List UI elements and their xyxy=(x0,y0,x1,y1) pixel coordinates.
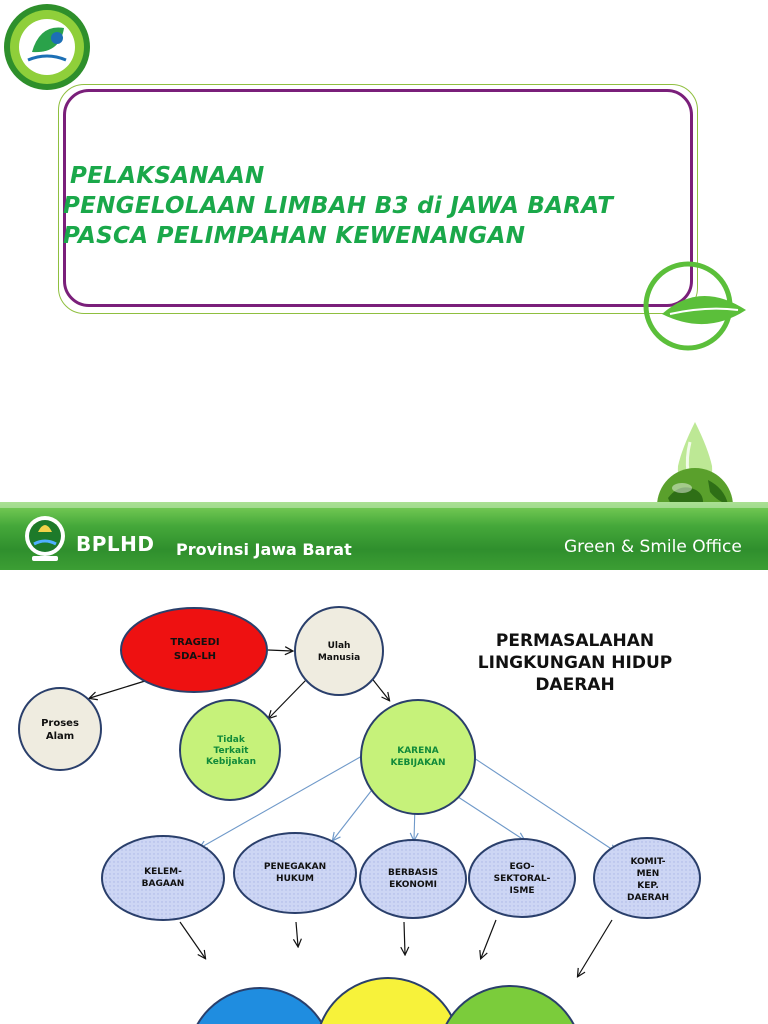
svg-text:BAGAAN: BAGAAN xyxy=(141,879,185,889)
arrow-berbasis-down xyxy=(404,922,405,954)
arrow-komitmen-down xyxy=(578,920,612,976)
svg-text:Manusia: Manusia xyxy=(317,653,361,663)
node-tidak-terkait xyxy=(180,700,280,800)
leaf-circle-icon xyxy=(640,258,750,358)
title-frame xyxy=(63,89,693,307)
svg-text:KELEM-: KELEM- xyxy=(144,867,182,877)
banner-province: Provinsi Jawa Barat xyxy=(176,540,352,559)
svg-text:KEBIJAKAN: KEBIJAKAN xyxy=(390,758,446,768)
bottom-circle-green xyxy=(438,986,582,1024)
arrow-kelembagaan-down xyxy=(180,922,205,958)
arrow-ulah-tidak xyxy=(269,679,307,718)
heading-line-2: LINGKUNGAN HIDUP xyxy=(477,653,673,673)
arrow-karena-ego xyxy=(452,793,524,840)
diagram-heading xyxy=(455,630,695,696)
svg-text:ISME: ISME xyxy=(509,886,535,896)
svg-text:KEP.: KEP. xyxy=(637,881,659,891)
svg-text:Proses: Proses xyxy=(41,718,79,729)
bottom-circle-blue xyxy=(188,988,332,1024)
svg-text:SDA-LH: SDA-LH xyxy=(173,651,217,662)
banner-slogan: Green & Smile Office xyxy=(564,537,742,557)
svg-text:TRAGEDI: TRAGEDI xyxy=(170,637,220,648)
node-proses-alam xyxy=(19,688,101,770)
node-kelembagaan xyxy=(102,836,224,920)
svg-text:Alam: Alam xyxy=(45,731,75,742)
title-line-1: PELAKSANAAN xyxy=(70,163,265,189)
svg-text:Terkait: Terkait xyxy=(213,746,249,756)
node-ego-sektoralisme xyxy=(469,839,575,917)
banner-highlight xyxy=(0,502,768,508)
bottom-circle-yellow xyxy=(316,978,460,1024)
svg-text:KARENA: KARENA xyxy=(397,746,439,756)
arrow-tragedi-proses xyxy=(90,681,145,698)
svg-text:EGO-: EGO- xyxy=(509,862,535,872)
arrow-karena-penegakan xyxy=(333,786,375,840)
node-karena-kebijakan xyxy=(361,700,475,814)
arrow-karena-komitmen xyxy=(474,758,616,852)
title-line-2: PENGELOLAAN LIMBAH B3 di JAWA BARAT xyxy=(63,193,614,219)
node-ulah-manusia xyxy=(295,607,383,695)
node-penegakan-hukum xyxy=(234,833,356,913)
svg-text:PENEGAKAN: PENEGAKAN xyxy=(263,862,327,872)
west-java-emblem-icon xyxy=(22,512,68,564)
svg-text:HUKUM: HUKUM xyxy=(276,874,314,884)
svg-text:Tidak: Tidak xyxy=(217,735,245,745)
svg-text:SEKTORAL-: SEKTORAL- xyxy=(493,874,551,884)
arrow-ego-down xyxy=(481,920,496,958)
banner-org-name: BPLHD xyxy=(76,532,155,556)
arrow-tragedi-ulah xyxy=(268,650,292,651)
svg-text:Ulah: Ulah xyxy=(327,641,351,651)
heading-line-1: PERMASALAHAN xyxy=(495,631,655,651)
svg-text:KOMIT-: KOMIT- xyxy=(630,857,666,867)
svg-text:MEN: MEN xyxy=(636,869,660,879)
node-berbasis-ekonomi xyxy=(360,840,466,918)
heading-line-3: DAERAH xyxy=(535,675,615,695)
svg-text:Kebijakan: Kebijakan xyxy=(205,757,257,767)
arrow-penegakan-down xyxy=(296,922,298,946)
bplhd-logo xyxy=(2,2,92,92)
node-komitmen-daerah xyxy=(594,838,700,918)
svg-text:EKONOMI: EKONOMI xyxy=(389,880,437,890)
svg-text:DAERAH: DAERAH xyxy=(626,893,670,903)
node-tragedi xyxy=(121,608,267,692)
svg-text:BERBASIS: BERBASIS xyxy=(387,868,439,878)
title-line-3: PASCA PELIMPAHAN KEWENANGAN xyxy=(63,223,526,249)
